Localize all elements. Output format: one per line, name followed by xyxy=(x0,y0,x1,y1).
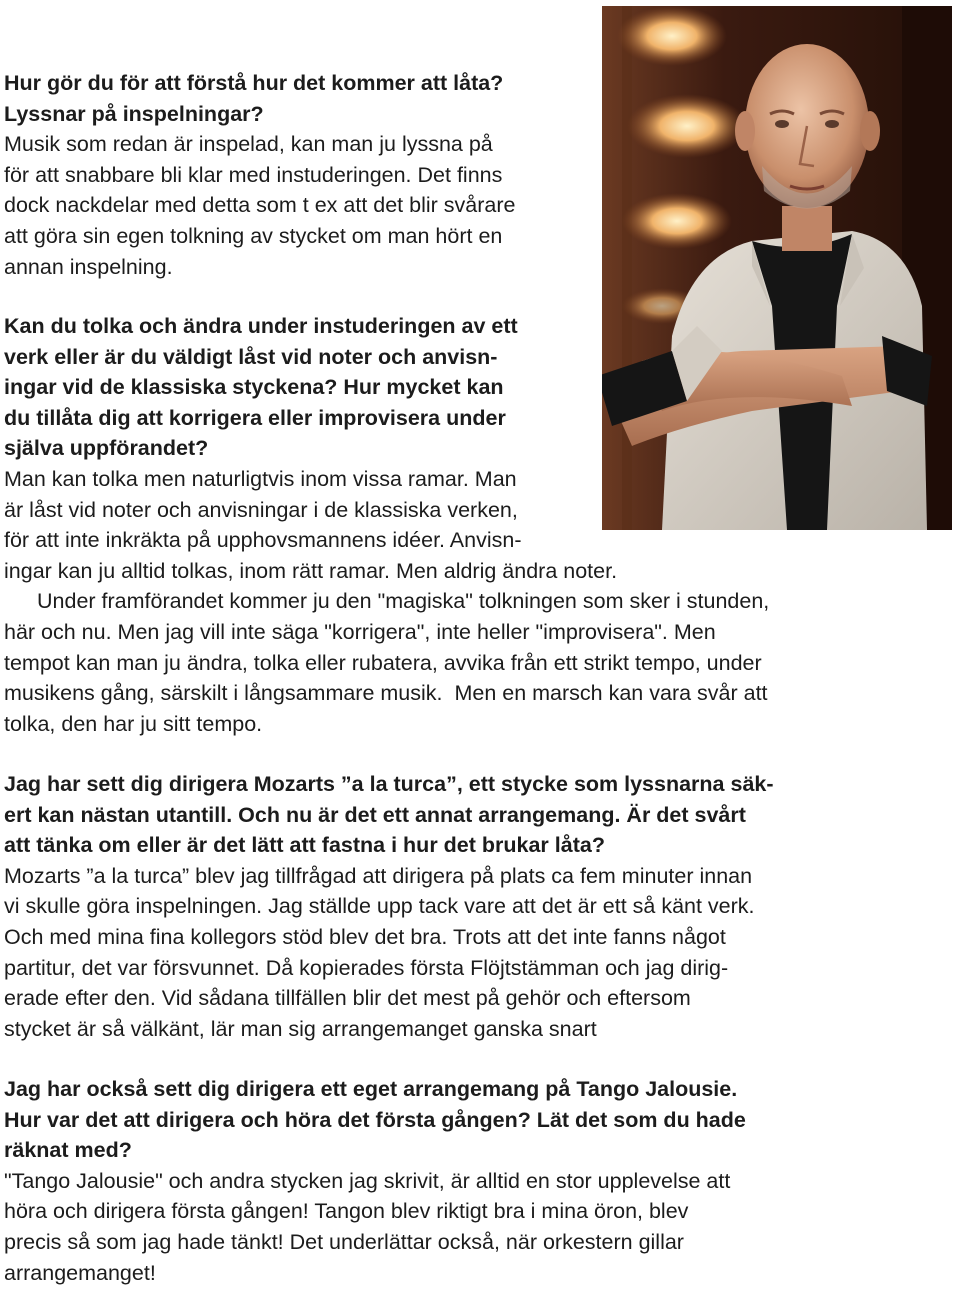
q3-question-line: att tänka om eller är det lätt att fastna i hur det brukar låta? xyxy=(4,833,605,858)
q2-answer-line: musikens gång, särskilt i långsammare musik. Men en marsch kan vara svår att xyxy=(4,681,768,706)
q3-answer-line: Mozarts ”a la turca” blev jag tillfrågad att dirigera på plats ca fem minuter innan xyxy=(4,863,753,888)
q3-block xyxy=(4,769,954,1044)
q3-question-line: ert kan nästan utantill. Och nu är det ett annat arrangemang. Är det svårt xyxy=(4,802,746,827)
q2-answer-line: tolka, den har ju sitt tempo. xyxy=(4,711,263,736)
q2-answer-line: för att inte inkräkta på upphovsmannens idéer. Anvisn- xyxy=(4,528,522,553)
q4-answer-line: höra och dirigera första gången! Tangon blev riktigt bra i mina öron, blev xyxy=(4,1199,689,1224)
q2-answer-line: tempot kan man ju ändra, tolka eller rubatera, avvika från ett strikt tempo, under xyxy=(4,650,762,675)
q2-answer-line: Man kan tolka men naturligtvis inom vissa ramar. Man xyxy=(4,466,517,491)
q3-answer-line: stycket är så välkänt, lär man sig arrangemanget ganska snart xyxy=(4,1016,597,1041)
q1-question-line: Lyssnar på inspelningar? xyxy=(4,101,264,126)
q1-answer-line: dock nackdelar med detta som t ex att det blir svårare xyxy=(4,193,516,218)
q4-question-line: Jag har också sett dig dirigera ett eget arrangemang på Tango Jalousie. xyxy=(4,1077,738,1101)
q4-question-line: räknat med? xyxy=(4,1138,132,1163)
q1-answer-line: annan inspelning. xyxy=(4,254,173,279)
q1-answer-line: för att snabbare bli klar med instuderingen. Det finns xyxy=(4,162,503,187)
q2-answer-line: ingar kan ju alltid tolkas, inom rätt ramar. Men aldrig ändra noter. xyxy=(4,558,618,583)
q3-answer-line: partitur, det var försvunnet. Då kopierades första Flöjtstämman och jag dirig- xyxy=(4,955,729,980)
q3-answer-line: erade efter den. Vid sådana tillfällen blir det mest på gehör och eftersom xyxy=(4,986,691,1011)
q2-question-line: Kan du tolka och ändra under instuderingen av ett xyxy=(4,314,518,338)
q1-block xyxy=(4,68,600,282)
q4-answer-line: "Tango Jalousie" och andra stycken jag skrivit, är alltid en stor upplevelse att xyxy=(4,1168,731,1193)
q4-answer-line: arrangemanget! xyxy=(4,1260,156,1285)
q2-question-line: själva uppförandet? xyxy=(4,436,209,461)
q4-block xyxy=(4,1074,954,1288)
q2-question-line: verk eller är du väldigt låst vid noter och anvisn- xyxy=(4,344,498,369)
q2-answer-line: här och nu. Men jag vill inte säga "korrigera", inte heller "improvisera". Men xyxy=(4,619,716,644)
q1-answer-line: Musik som redan är inspelad, kan man ju lyssna på xyxy=(4,132,493,157)
q2-answer-line: Under framförandet kommer ju den "magiska" tolkningen som sker i stunden, xyxy=(37,589,770,614)
q3-answer-line: vi skulle göra inspelningen. Jag ställde upp tack vare att det är ett så känt verk. xyxy=(4,894,755,919)
q2-question-line: du tillåta dig att korrigera eller improvisera under xyxy=(4,405,506,430)
q4-answer-line: precis så som jag hade tänkt! Det underlättar också, när orkestern gillar xyxy=(4,1229,684,1254)
q2-block xyxy=(4,311,954,739)
q1-answer-line: att göra sin egen tolkning av stycket om man hört en xyxy=(4,223,503,248)
q2-question-line: ingar vid de klassiska styckena? Hur mycket kan xyxy=(4,375,504,400)
q3-question-line: Jag har sett dig dirigera Mozarts ”a la turca”, ett stycke som lyssnarna säk- xyxy=(4,772,774,796)
q3-answer-line: Och med mina fina kollegors stöd blev det bra. Trots att det inte fanns något xyxy=(4,924,726,949)
q4-question-line: Hur var det att dirigera och höra det första gången? Lät det som du hade xyxy=(4,1107,746,1132)
q1-question-line: Hur gör du för att förstå hur det kommer att låta? xyxy=(4,71,504,95)
q2-answer-line: är låst vid noter och anvisningar i de klassiska verken, xyxy=(4,497,518,522)
